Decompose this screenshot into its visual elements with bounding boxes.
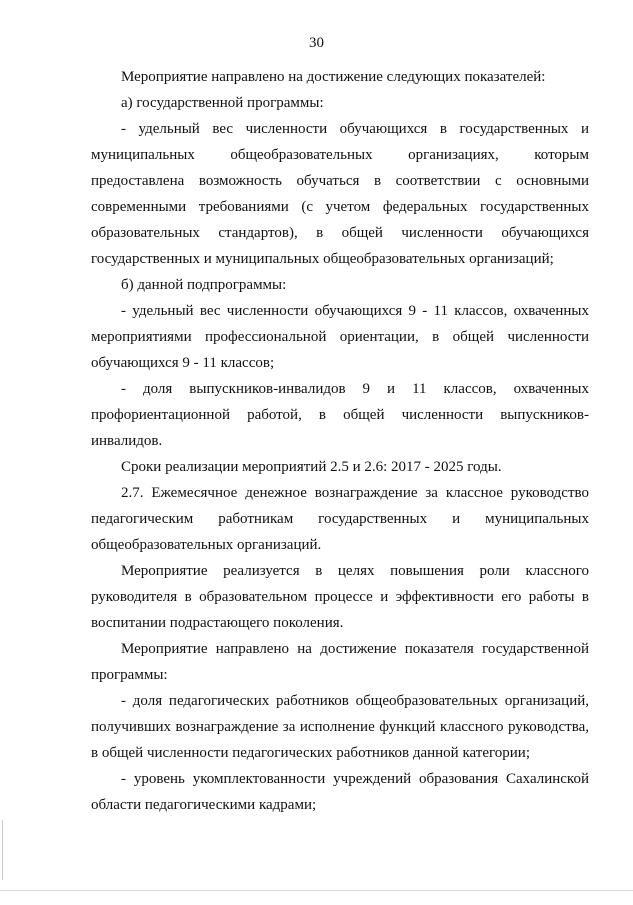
paragraph: - доля выпускников-инвалидов 9 и 11 классов, охваченных профориентационной работой, в общей численности выпускников-инвалидов. bbox=[91, 381, 589, 449]
scan-edge-mark bbox=[2, 820, 3, 880]
document-body bbox=[91, 64, 589, 818]
paragraph: Мероприятие реализуется в целях повышения роли классного руководителя в образовательном процессе и эффективности его работы в воспитании подрастающего поколения. bbox=[91, 563, 589, 631]
paragraph: - уровень укомплектованности учреждений образования Сахалинской области педагогическими кадрами; bbox=[91, 771, 589, 813]
paragraph: б) данной подпрограммы: bbox=[121, 277, 287, 293]
paragraph: 2.7. Ежемесячное денежное вознаграждение за классное руководство педагогическим работникам государственных и муниципальных общеобразовательных организаций. bbox=[91, 485, 589, 553]
paragraph: - доля педагогических работников общеобразовательных организаций, получивших вознаграждение за исполнение функций классного руководства, в общей численности педагогических работников данной категории; bbox=[91, 693, 589, 761]
paragraph: - удельный вес численности обучающихся 9 - 11 классов, охваченных мероприятиями профессиональной ориентации, в общей численности обучающихся 9 - 11 классов; bbox=[91, 303, 589, 371]
paragraph: - удельный вес численности обучающихся в государственных и муниципальных общеобразовательных организациях, которым предоставлена возможность обучаться в соответствии с основными современными требованиями (с учетом федеральных государственных образовательных стандартов), в общей численности обучающихся государственных и муниципальных общеобразовательных организаций; bbox=[91, 121, 589, 267]
paragraph: Сроки реализации мероприятий 2.5 и 2.6: 2017 - 2025 годы. bbox=[121, 459, 502, 475]
paragraph: Мероприятие направлено на достижение следующих показателей: bbox=[121, 69, 546, 85]
scan-edge-line bbox=[0, 890, 633, 891]
paragraph: а) государственной программы: bbox=[121, 95, 324, 111]
page-number: 30 bbox=[309, 35, 324, 51]
paragraph: Мероприятие направлено на достижение показателя государственной программы: bbox=[91, 641, 589, 683]
